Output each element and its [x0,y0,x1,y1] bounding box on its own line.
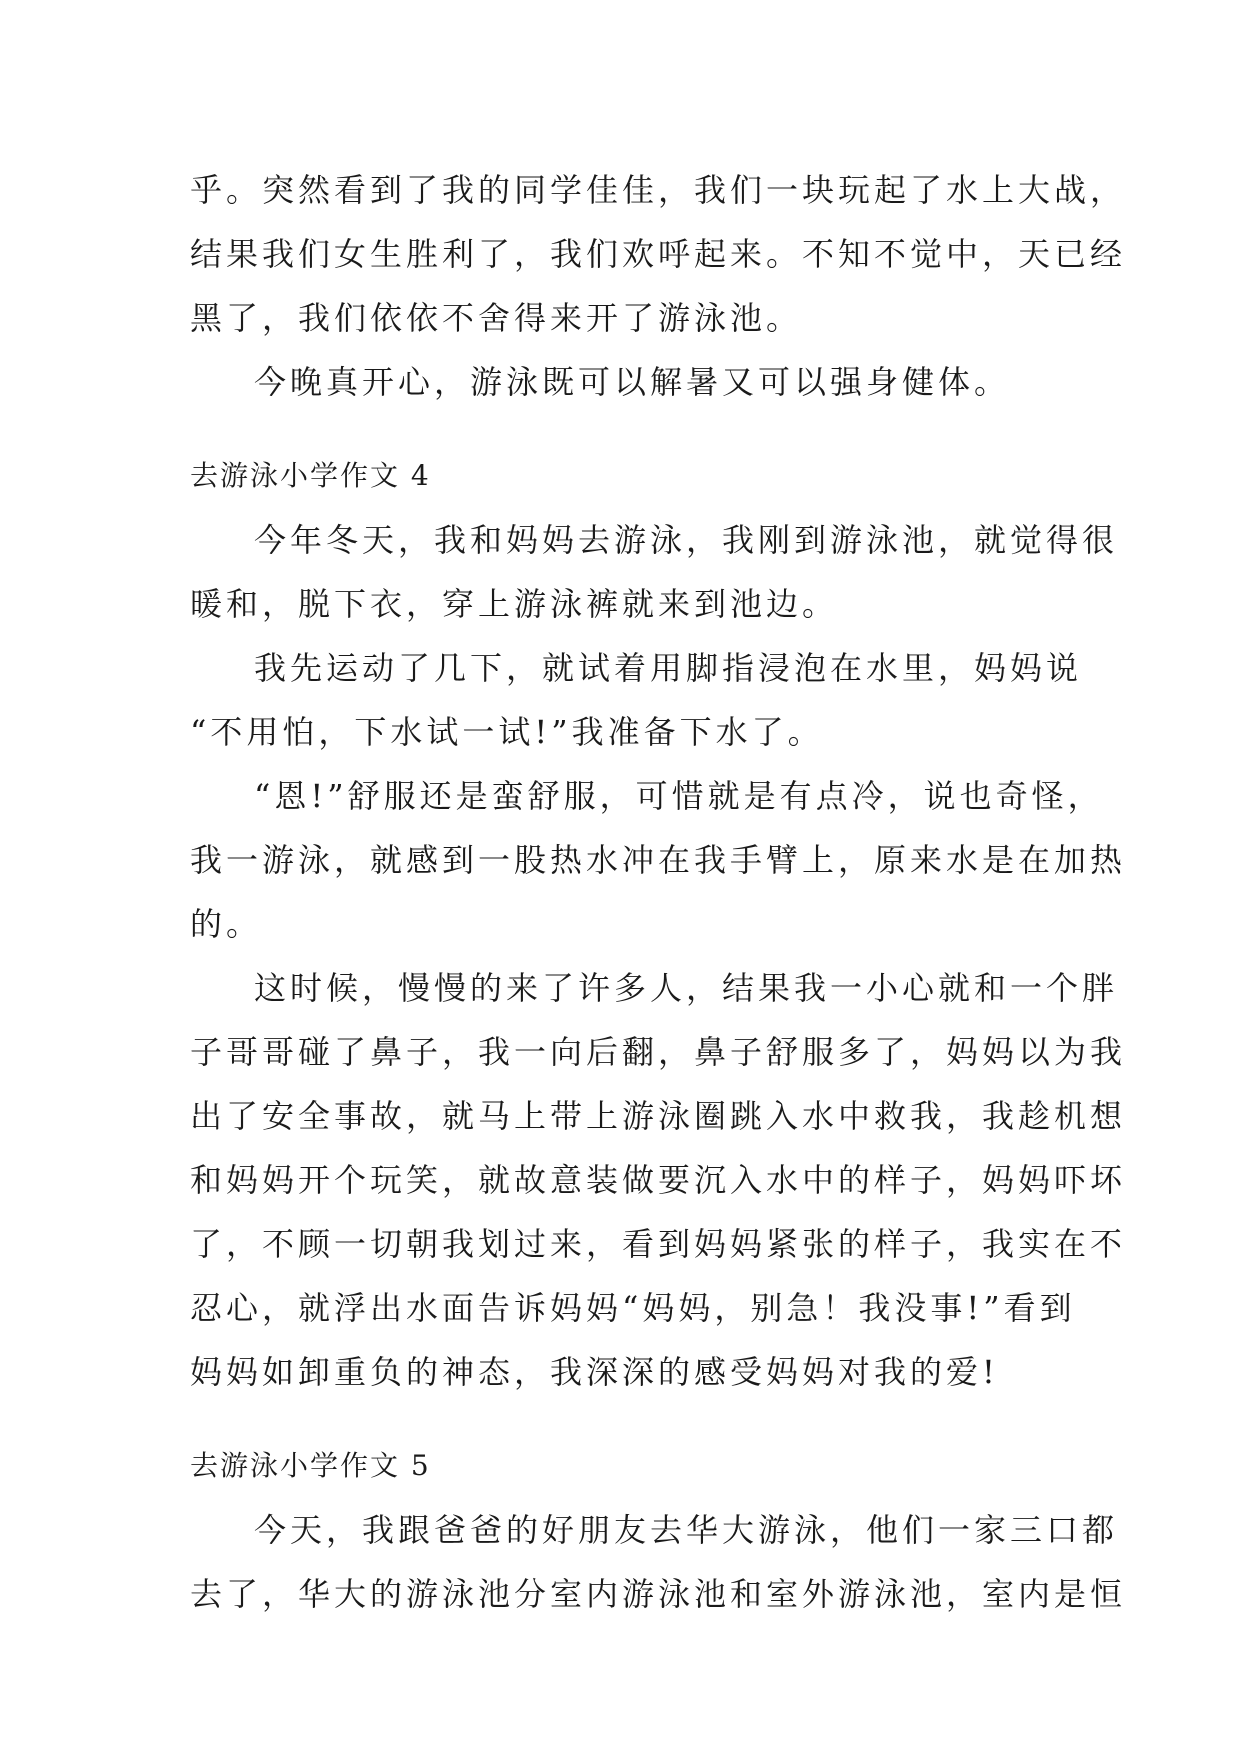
paragraph-line: “不用怕，下水试一试!”我准备下水了。 [190,713,824,751]
section-title: 去游泳小学作文 5 [190,1449,431,1482]
paragraph-line: 这时候，慢慢的来了许多人，结果我一小心就和一个胖 [254,969,1119,1007]
paragraph-line: 忍心，就浮出水面告诉妈妈“妈妈，别急！我没事!”看到 [190,1289,1076,1327]
paragraph-line: 的。 [190,905,263,943]
paragraph-line: 子哥哥碰了鼻子，我一向后翻，鼻子舒服多了，妈妈以为我 [190,1033,1127,1071]
paragraph-line: 去了，华大的游泳池分室内游泳池和室外游泳池，室内是恒 [190,1575,1127,1613]
paragraph-line: 乎。突然看到了我的同学佳佳，我们一块玩起了水上大战， [190,171,1127,209]
paragraph-line: 黑了，我们依依不舍得来开了游泳池。 [190,299,803,337]
section-title: 去游泳小学作文 4 [190,459,431,492]
paragraph-line: 今天，我跟爸爸的好朋友去华大游泳，他们一家三口都 [254,1511,1119,1549]
paragraph-line: 出了安全事故，就马上带上游泳圈跳入水中救我，我趁机想 [190,1097,1127,1135]
paragraph-line: 和妈妈开个玩笑，就故意装做要沉入水中的样子，妈妈吓坏 [190,1161,1127,1199]
paragraph-line: 了，不顾一切朝我划过来，看到妈妈紧张的样子，我实在不 [190,1225,1127,1263]
paragraph-line: 我一游泳，就感到一股热水冲在我手臂上，原来水是在加热 [190,841,1127,879]
paragraph-line: “恩!”舒服还是蛮舒服，可惜就是有点冷，说也奇怪， [254,777,1104,815]
section-gap [190,1404,1060,1434]
document-page [190,158,1127,1626]
section-gap [190,414,1060,444]
paragraph-line: 今年冬天，我和妈妈去游泳，我刚到游泳池，就觉得很 [254,521,1119,559]
paragraph-line: 妈妈如卸重负的神态，我深深的感受妈妈对我的爱! [190,1353,999,1391]
paragraph-line: 暖和，脱下衣，穿上游泳裤就来到池边。 [190,585,839,623]
paragraph-line: 今晚真开心，游泳既可以解暑又可以强身健体。 [254,363,1011,401]
paragraph-line: 我先运动了几下，就试着用脚指浸泡在水里，妈妈说 [254,649,1083,687]
paragraph-line: 结果我们女生胜利了，我们欢呼起来。不知不觉中，天已经 [190,235,1127,273]
